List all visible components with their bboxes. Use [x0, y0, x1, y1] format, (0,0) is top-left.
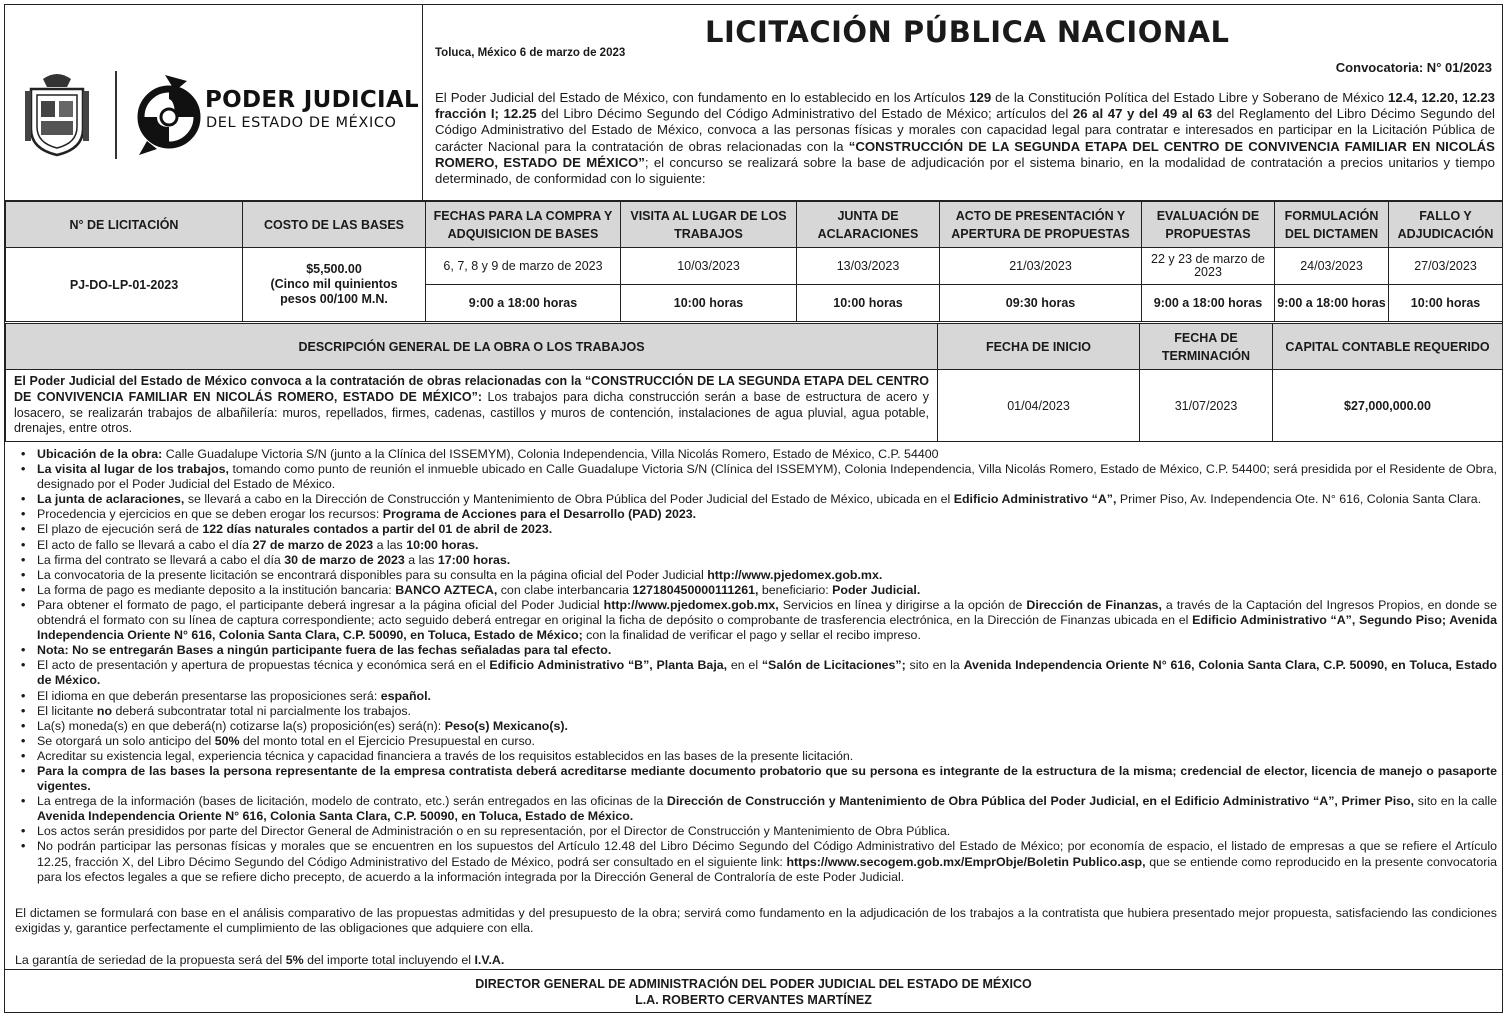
state-seal-icon [21, 71, 93, 157]
header-inicio: FECHA DE INICIO [938, 324, 1140, 370]
signer-title: DIRECTOR GENERAL DE ADMINISTRACIÓN DEL PODER JUDICIAL DEL ESTADO DE MÉXICO [475, 977, 1032, 991]
list-item: • No podrán participar las personas físicas y morales que se encuentren en los supuestos del Artículo 12.48 del Libro Décimo Segundo del Código Administrativo del Estado de México; por economía de espacio, el listado de empresas a que se refiere el Artículo 12.25, fracción X, del Libro Décimo Segundo del Código Administrativo del Estado de México, podrá ser consultado en el siguiente link: https://www.secogem.gob.mx/EmprObje/Boletin Publico.asp, que se entiende como reproducido en la presente convocatoria para los efectos legales a que se refiere dicho precepto, de acuerdo a la información integrada por la Dirección General de Contraloría de este Poder Judicial. [15, 839, 1497, 884]
dictamen-paragraph: El dictamen se formulará con base en el análisis comparativo de las propuestas admitidas y del presupuesto de la obra; servirá como fundamento en la adjudicación de los trabajos a la contratista que hubiera presentado mejor propuesta, satisfaciendo las condiciones exigidas y, garantice perfectamente el cumplimiento de las obligaciones que adquiere con ella. [15, 906, 1497, 936]
page-title: LICITACIÓN PÚBLICA NACIONAL [705, 15, 1230, 49]
signature-footer [5, 969, 1502, 1012]
time-dictamen: 9:00 a 18:00 horas [1275, 285, 1389, 322]
header-capital: CAPITAL CONTABLE REQUERIDO [1273, 324, 1503, 370]
fecha-terminacion: 31/07/2023 [1140, 370, 1273, 442]
header-licitacion: N° DE LICITACIÓN [6, 202, 243, 248]
list-item: • El acto de presentación y apertura de propuestas técnica y económica será en el Edificio Administrativo “B”, Planta Baja, en el “Salón de Licitaciones”; sito en la Avenida Independencia Oriente N° 616, Colonia Santa Clara, C.P. 50090, en Toluca, Estado de México. [15, 658, 1497, 688]
costo-words: (Cinco mil quinientos pesos 00/100 M.N. [270, 277, 398, 306]
header-costo: COSTO DE LAS BASES [243, 202, 426, 248]
header-apertura: ACTO DE PRESENTACIÓN Y APERTURA DE PROPUESTAS [940, 202, 1142, 248]
time-compra: 9:00 a 18:00 horas [426, 285, 621, 322]
capital-requerido: $27,000,000.00 [1273, 370, 1503, 442]
list-item: • El idioma en que deberán presentarse las proposiciones será: español. [15, 689, 1497, 704]
list-item: • Para la compra de las bases la persona representante de la empresa contratista deberá acreditarse mediante documento probatorio que su persona es integrante de la estructura de la misma; credencial de elector, licencia de manejo o pasaporte vigentes. [15, 764, 1497, 794]
list-item: • Procedencia y ejercicios en que se deben erogar los recursos: Programa de Acciones para el Desarrollo (PAD) 2023. [15, 507, 1497, 522]
costo-amount: $5,500.00 [306, 262, 362, 276]
list-item: • Nota: No se entregarán Bases a ningún participante fuera de las fechas señaladas para tal efecto. [15, 643, 1497, 658]
list-item: • El licitante no deberá subcontratar total ni parcialmente los trabajos. [15, 704, 1497, 719]
date-visita: 10/03/2023 [621, 248, 797, 285]
header-fallo: FALLO Y ADJUDICACIÓN [1389, 202, 1503, 248]
list-item: • Para obtener el formato de pago, el participante deberá ingresar a la página oficial del Poder Judicial http://www.pjedomex.gob.mx, Servicios en línea y dirigirse a la opción de Dirección de Finanzas, a través de la Captación del Ingresos Propios, en donde se obtendrá el formato con su línea de captura correspondiente; acto seguido deberá entregar en original la ficha de depósito o comprobante de trasferencia electrónica, en la Dirección de Finanzas ubicada en el Edificio Administrativo “A”, Segundo Piso; Avenida Independencia Oriente N° 616, Colonia Santa Clara, C.P. 50090, en Toluca, Estado de México; con la finalidad de verificar el pago y sellar el recibo impreso. [15, 598, 1497, 643]
judicial-logo-icon [135, 71, 201, 159]
header-evaluacion: EVALUACIÓN DE PROPUESTAS [1142, 202, 1275, 248]
org-name: PODER JUDICIAL [205, 87, 419, 113]
works-table [5, 323, 1503, 442]
header [5, 5, 1502, 201]
header-junta: JUNTA DE ACLARACIONES [797, 202, 940, 248]
date-compra: 6, 7, 8 y 9 de marzo de 2023 [426, 248, 621, 285]
date-dictamen: 24/03/2023 [1275, 248, 1389, 285]
header-text [425, 5, 1502, 201]
header-fechas-compra: FECHAS PARA LA COMPRA Y ADQUISICION DE BASES [426, 202, 621, 248]
list-item: • Acreditar su existencia legal, experiencia técnica y capacidad financiera a través de los requisitos establecidos en las bases de la presente licitación. [15, 749, 1497, 764]
costo-bases [243, 248, 426, 322]
list-item: • La convocatoria de la presente licitación se encontrará disponibles para su consulta en la página oficial del Poder Judicial http://www.pjedomex.gob.mx. [15, 568, 1497, 583]
list-item: • La visita al lugar de los trabajos, tomando como punto de reunión el inmueble ubicado en Calle Guadalupe Victoria S/N (Clínica del ISSEMYM), Colonia Independencia, Villa Nicolás Romero, Estado de México, C.P. 54400; será presidida por el Residente de Obra, designado por el Poder Judicial del Estado de México. [15, 462, 1497, 492]
list-item: • Los actos serán presididos por parte del Director General de Administración o en su representación, por el Director de Construcción y Mantenimiento de Obra Pública. [15, 824, 1497, 839]
works-description: El Poder Judicial del Estado de México convoca a la contratación de obras relacionadas con la “CONSTRUCCIÓN DE LA SEGUNDA ETAPA DEL CENTRO DE CONVIVENCIA FAMILIAR EN NICOLÁS ROMERO, ESTADO DE MÉXICO”: Los trabajos para dicha construcción serán a base de estructura de acero y losacero, se realizarán trabajos de albañilería: muros, repellados, firmes, cadenas, castillos y muros de contención, instalaciones de agua pluvial, agua potable, drenajes, entre otros. [6, 370, 938, 442]
conditions-list [15, 447, 1497, 885]
list-item: • El acto de fallo se llevará a cabo el día 27 de marzo de 2023 a las 10:00 horas. [15, 538, 1497, 553]
date-fallo: 27/03/2023 [1389, 248, 1503, 285]
time-evaluacion: 9:00 a 18:00 horas [1142, 285, 1275, 322]
date-junta: 13/03/2023 [797, 248, 940, 285]
header-terminacion: FECHA DE TERMINACIÓN [1140, 324, 1273, 370]
header-descripcion: DESCRIPCIÓN GENERAL DE LA OBRA O LOS TRABAJOS [6, 324, 938, 370]
time-apertura: 09:30 horas [940, 285, 1142, 322]
list-item: • La(s) moneda(s) en que deberá(n) cotizarse la(s) proposición(es) será(n): Peso(s) Mexicano(s). [15, 719, 1497, 734]
list-item: • La entrega de la información (bases de licitación, modelo de contrato, etc.) serán entregados en las oficinas de la Dirección de Construcción y Mantenimiento de Obra Pública del Poder Judicial, en el Edificio Administrativo “A”, Primer Piso, sito en la calle Avenida Independencia Oriente N° 616, Colonia Santa Clara, C.P. 50090, en Toluca, Estado de México. [15, 794, 1497, 824]
list-item: • El plazo de ejecución será de 122 días naturales contados a partir del 01 de abril de 2023. [15, 522, 1497, 537]
fecha-inicio: 01/04/2023 [938, 370, 1140, 442]
place-date: Toluca, México 6 de marzo de 2023 [435, 47, 626, 59]
date-apertura: 21/03/2023 [940, 248, 1142, 285]
date-evaluacion: 22 y 23 de marzo de 2023 [1142, 248, 1275, 285]
header-visita: VISITA AL LUGAR DE LOS TRABAJOS [621, 202, 797, 248]
list-item: • Se otorgará un solo anticipo del 50% del monto total en el Ejercicio Presupuestal en curso. [15, 734, 1497, 749]
intro-paragraph: El Poder Judicial del Estado de México, con fundamento en lo establecido en los Artículos 129 de la Constitución Política del Estado Libre y Soberano de México 12.4, 12.20, 12.23 fracción I; 12.25 del Libro Décimo Segundo del Código Administrativo del Estado de México; artículos del 26 al 47 y del 49 al 63 del Reglamento del Libro Décimo Segundo del Código Administrativo del Estado de México, convoca a las personas físicas y morales con capacidad legal para contratar e interesados en participar en la Licitación Pública de carácter Nacional para la contratación de obras relacionadas con la “CONSTRUCCIÓN DE LA SEGUNDA ETAPA DEL CENTRO DE CONVIVENCIA FAMILIAR EN NICOLÁS ROMERO, ESTADO DE MÉXICO”; el concurso se realizará sobre la base de adjudicación por el sistema binario, en la modalidad de contratación a precios unitarios y tiempo determinado, de conformidad con lo siguiente: [435, 90, 1496, 187]
document-page [4, 4, 1503, 1013]
org-subtitle: DEL ESTADO DE MÉXICO [206, 115, 397, 131]
list-item: • Ubicación de la obra: Calle Guadalupe Victoria S/N (junto a la Clínica del ISSEMYM), Colonia Independencia, Villa Nicolás Romero, Estado de México, C.P. 54400 [15, 447, 1497, 462]
time-visita: 10:00 horas [621, 285, 797, 322]
time-junta: 10:00 horas [797, 285, 940, 322]
list-item: • La firma del contrato se llevará a cabo el día 30 de marzo de 2023 a las 17:00 horas. [15, 553, 1497, 568]
header-dictamen: FORMULACIÓN DEL DICTAMEN [1275, 202, 1389, 248]
signer-name: L.A. ROBERTO CERVANTES MARTÍNEZ [635, 993, 872, 1007]
schedule-table [5, 201, 1503, 322]
licitacion-number: PJ-DO-LP-01-2023 [6, 248, 243, 322]
logo-area [5, 5, 423, 201]
logo-divider [115, 71, 117, 159]
list-item: • La junta de aclaraciones, se llevará a cabo en la Dirección de Construcción y Mantenimiento de Obra Pública del Poder Judicial del Estado de México, ubicada en el Edificio Administrativo “A”, Primer Piso, Av. Independencia Ote. N° 616, Colonia Santa Clara. [15, 492, 1497, 507]
convocatoria-number: Convocatoria: N° 01/2023 [1335, 60, 1492, 75]
list-item: • La forma de pago es mediante deposito a la institución bancaria: BANCO AZTECA, con clabe interbancaria 127180450000111261, beneficiario: Poder Judicial. [15, 583, 1497, 598]
garantia-paragraph: La garantía de seriedad de la propuesta será del 5% del importe total incluyendo el I.V.A. [15, 953, 505, 967]
time-fallo: 10:00 horas [1389, 285, 1503, 322]
